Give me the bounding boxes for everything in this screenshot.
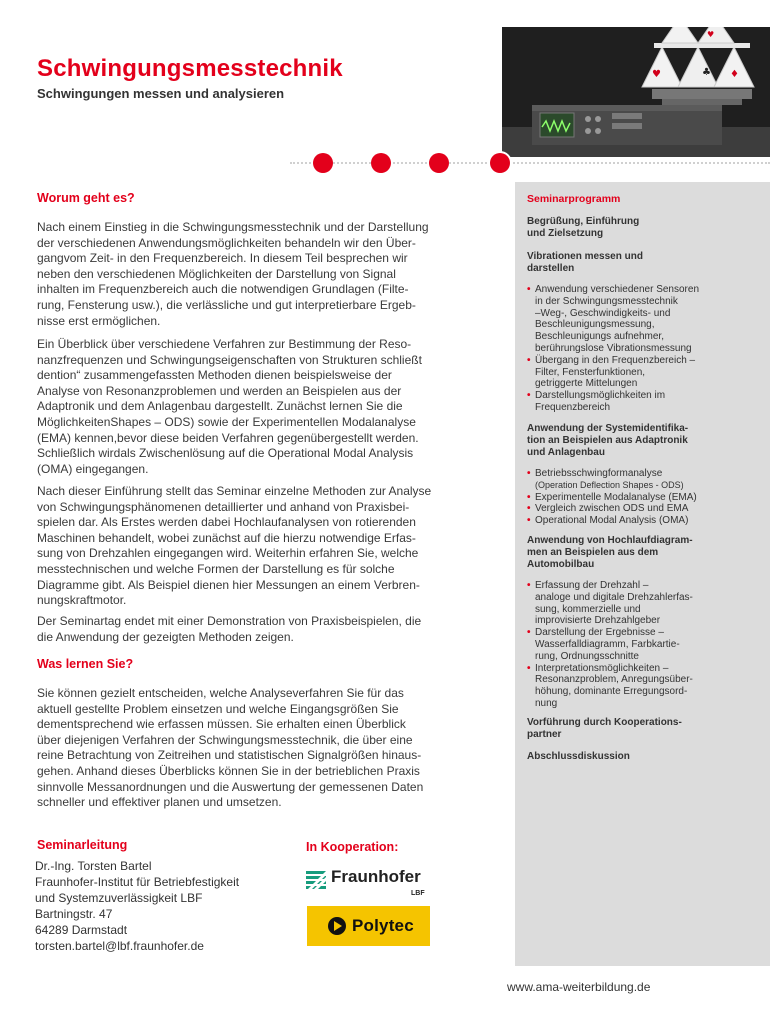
program-item-system-id: Anwendung der Systemidentifika- tion an Beispielen aus Adaptronik und Anlagenbau [527, 423, 689, 458]
program-sidebar-edge [755, 182, 770, 966]
contact-block: Dr.-Ing. Torsten Bartel Fraunhofer-Institut für Betriebfestigkeit und Systemzuverlässigkeit LBF Bartningstr. 47 64289 Darmstadt torsten.bartel@lbf.fraunhofer.de [35, 859, 240, 953]
page-title: Schwingungsmesstechnik [37, 55, 343, 82]
program-list-system-id [527, 468, 747, 527]
accent-dot [429, 153, 449, 173]
heading-worum: Worum geht es? [37, 191, 135, 205]
program-item-runup: Anwendung von Hochlaufdiagram- men an Beispielen aus dem Automobilbau [527, 535, 693, 570]
paragraph-closing: Der Seminartag endet mit einer Demonstration von Praxisbeispielen, die die Anwendung der gezeigten Methoden zeigen. [37, 614, 422, 644]
svg-text:♥: ♥ [707, 30, 715, 39]
list-item-note: (Operation Deflection Shapes - ODS) [535, 479, 684, 490]
sidebar-title: Seminarprogramm [527, 193, 621, 205]
list-item [527, 468, 747, 492]
accent-dot [313, 153, 333, 173]
list-item: • Vergleich zwischen ODS und EMA [527, 503, 747, 515]
paragraph-intro: Nach einem Einstieg in die Schwingungsmesstechnik und der Darstellung der verschiedenen Anwendungsmöglichkeiten behandeln wir den Über- gangvom Zeit- in den Frequenzbereich. In diesem Teil besprechen wir neben den verschiedenen Möglichkeiten der Darstellung von Signal inhalten im Frequenzbereich auch die notwendigen Grundlagen (Filte- rung, Fensterung usw.), die verlässliche und gut interpretierbare Ergeb- nisse erst ermöglichen. [37, 220, 429, 328]
website-url[interactable]: www.ama-weiterbildung.de [507, 980, 651, 994]
divider-dotted [290, 162, 770, 166]
list-item: • Darstellung der Ergebnisse – Wasserfalldiagramm, Farbkartie- rung, Ordnungsschnitte [527, 627, 747, 662]
svg-text:♥: ♥ [652, 69, 661, 80]
program-item-demo: Vorführung durch Kooperations- partner [527, 717, 682, 740]
paragraph-overview: Ein Überblick über verschiedene Verfahren zur Bestimmung der Reso- nanzfrequenzen und Schwingungseigenschaften von Strukturen schließt dention“ zusammengefassten Methoden dienen beispielsweise der Analyse von Resonanzproblemen und werden an Beispielen aus der Adaptronik und dem Anlagenbau dargestellt. Zunächst lernen Sie die MöglichkeitenShapes – ODS) sowie der Experimentellen Modalanalyse (EMA) kennen,bevor diese beiden Verfahren gegenübergestellt werden. Schließlich wirdals Zwischenlösung auf die Operational Modal Analysis (OMA) eingegangen. [37, 337, 422, 476]
program-list-runup [527, 580, 747, 710]
header-photo [502, 27, 770, 157]
paragraph-learning: Sie können gezielt entscheiden, welche Analyseverfahren Sie für das aktuell gestellte Problem einsetzen und welche Eingangsgrößen Sie dementsprechend wie erfassen müssen. Sie erhalten einen Überblick über diejenigen Verfahren der Schwingungsmesstechnik, die über eine reine Betrachtung von Zeitreihen und statistischen Signalgrößen hinaus- gehen. Anhand dieses Überblicks können Sie in der betrieblichen Praxis sinnvolle Messanordnungen und die Auswertung der gemessenen Daten schneller und effektiver planen und umsetzen. [37, 686, 424, 810]
fraunhofer-wordmark: Fraunhofer [331, 867, 421, 886]
polytec-logo [307, 906, 430, 946]
accent-dot [371, 153, 391, 173]
page-subtitle: Schwingungen messen und analysieren [37, 86, 285, 101]
list-item: • Übergang in den Frequenzbereich – Filter, Fensterfunktionen, getriggerte Mittelungen [527, 355, 747, 390]
accent-dot [490, 153, 510, 173]
list-item: • Interpretationsmöglichkeiten – Resonanzproblem, Anregungsüber- höhung, dominante Erregungsord- nung [527, 663, 747, 710]
list-item: • Darstellungsmöglichkeiten im Frequenzbereich [527, 390, 747, 414]
list-item: • Operational Modal Analysis (OMA) [527, 515, 747, 527]
svg-text:♣: ♣ [702, 67, 711, 78]
heading-lernen: Was lernen Sie? [37, 657, 134, 671]
svg-text:♦: ♦ [730, 69, 739, 80]
heading-seminarleitung: Seminarleitung [37, 838, 128, 852]
list-item: • Anwendung verschiedener Sensoren in der Schwingungsmesstechnik –Weg-, Geschwindigkeits- und Beschleunigungsmessung, Beschleunigungs aufnehmer, berührungslose Vibrationsmessung [527, 284, 747, 355]
paragraph-methods: Nach dieser Einführung stellt das Seminar einzelne Methoden zur Analyse von Schwingungsphänomenen detaillierter und anhand von Praxisbei- spielen dar. Als Erstes werden dabei Hochlaufanalysen von rotierenden Maschinen behandelt, wobei zunächst auf die hierzu notwendige Erfas- sung von Drehzahlen eingegangen wird. Weiterhin erfahren Sie, welche messtechnischen und welche Formen der Darstellung es für solche Diagramme gibt. Als Beispiel dienen hier Messungen an einem Verbren- nungskraftmotor. [37, 484, 432, 608]
list-item: • Erfassung der Drehzahl – analoge und digitale Drehzahlerfas- sung, kommerzielle und improvisierte Drehzahlgeber [527, 580, 747, 627]
polytec-wordmark: Polytec [352, 916, 414, 935]
fraunhofer-logo [306, 869, 430, 903]
list-item: • Experimentelle Modalanalyse (EMA) [527, 492, 747, 504]
program-item-vibrations: Vibrationen messen und darstellen [527, 251, 643, 274]
program-item-welcome: Begrüßung, Einführung und Zielsetzung [527, 216, 640, 239]
fraunhofer-lbf-label: LBF [411, 890, 425, 897]
heading-kooperation: In Kooperation: [306, 840, 399, 854]
program-item-discussion: Abschlussdiskussion [527, 751, 630, 762]
list-item-label: Betriebsschwingformanalyse [535, 468, 663, 479]
program-list-vibrations [527, 284, 747, 414]
